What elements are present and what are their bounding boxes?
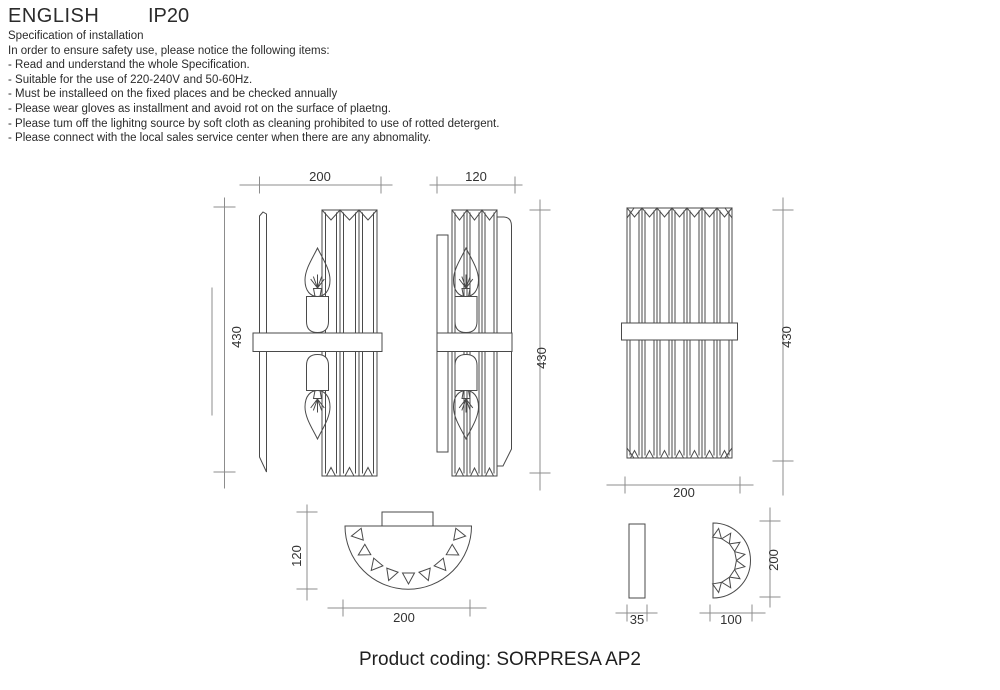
crystal-prism-triangle: [730, 570, 743, 583]
crystal-prism-triangle: [730, 539, 743, 552]
crystal-prism-triangle: [355, 544, 371, 560]
spec-item: - Please connect with the local sales service center when there are any abnomality.: [8, 132, 431, 145]
crystal-prism-triangle: [383, 568, 398, 582]
mounting-band: [253, 333, 382, 352]
dim-label-width-a: 200: [309, 169, 331, 184]
crystal-prism-triangle: [735, 550, 746, 561]
spec-item: - Read and understand the whole Specification.: [8, 59, 250, 72]
spec-title: Specification of installation: [8, 30, 144, 42]
half-round-body: [345, 526, 472, 589]
crystal-prism-triangle: [446, 544, 462, 560]
drawing-side-profile: [700, 508, 781, 627]
product-code: SORPRESA AP2: [496, 649, 641, 670]
drawing-view-c: [607, 198, 794, 500]
product-coding-label: Product coding:: [359, 649, 492, 670]
spec-intro: In order to ensure safety use, please notice the following items:: [8, 44, 330, 57]
ip-rating: IP20: [148, 5, 190, 27]
mounting-band: [622, 323, 738, 340]
dim-label-bracket: 35: [629, 612, 645, 627]
crystal-prism-triangle: [434, 558, 450, 574]
crystal-prism-sections: [713, 528, 746, 594]
crystal-prism-triangle: [722, 577, 735, 590]
drawing-view-b: [430, 169, 550, 490]
crystal-prism-triangle: [713, 582, 724, 593]
crystal-prism-triangle: [722, 531, 735, 544]
mounting-band: [437, 333, 512, 352]
dim-line-height-b: [530, 200, 550, 490]
spec-item: - Please tum off the lighitng source by soft cloth as cleaning prohibited to use of rotted detergent.: [8, 117, 500, 130]
drawing-top-view: [289, 505, 486, 625]
half-round-profile: [713, 523, 751, 598]
dim-label-width-c: 200: [673, 485, 695, 500]
spec-item: - Suitable for the use of 220-240V and 50-60Hz.: [8, 73, 253, 86]
product-coding: [0, 649, 1000, 671]
crystal-prism-triangle: [403, 573, 415, 584]
crystal-prism-triangle: [713, 528, 724, 539]
drawing-view-a: [212, 169, 392, 488]
dim-label-profile-depth: 100: [720, 612, 742, 627]
dim-label-width-top: 200: [393, 610, 415, 625]
crystal-prism-triangle: [419, 568, 434, 582]
crystal-prism-triangle: [367, 558, 383, 574]
dim-label-height-c: 430: [779, 326, 794, 348]
dim-label-width-b: 120: [465, 169, 487, 184]
drawing-bracket-side: [616, 524, 657, 627]
crystal-prism-triangle: [350, 528, 363, 542]
crystal-prism-sections: [350, 528, 466, 584]
spec-item: - Must be installeed on the fixed places and be checked annually: [8, 88, 338, 101]
dim-label-depth-top: 120: [289, 545, 304, 567]
ceiling-mount-tab: [382, 512, 433, 526]
language-title: ENGLISH: [8, 5, 100, 27]
dim-label-height-a: 430: [229, 326, 244, 348]
crystal-prism-triangle: [735, 560, 746, 571]
wall-bracket: [629, 524, 645, 598]
crystal-prism-triangle: [454, 528, 467, 542]
spec-item: - Please wear gloves as installment and avoid rot on the surface of plaetng.: [8, 102, 391, 115]
dim-label-height-b: 430: [534, 347, 549, 369]
dim-label-profile-height: 200: [766, 549, 781, 571]
